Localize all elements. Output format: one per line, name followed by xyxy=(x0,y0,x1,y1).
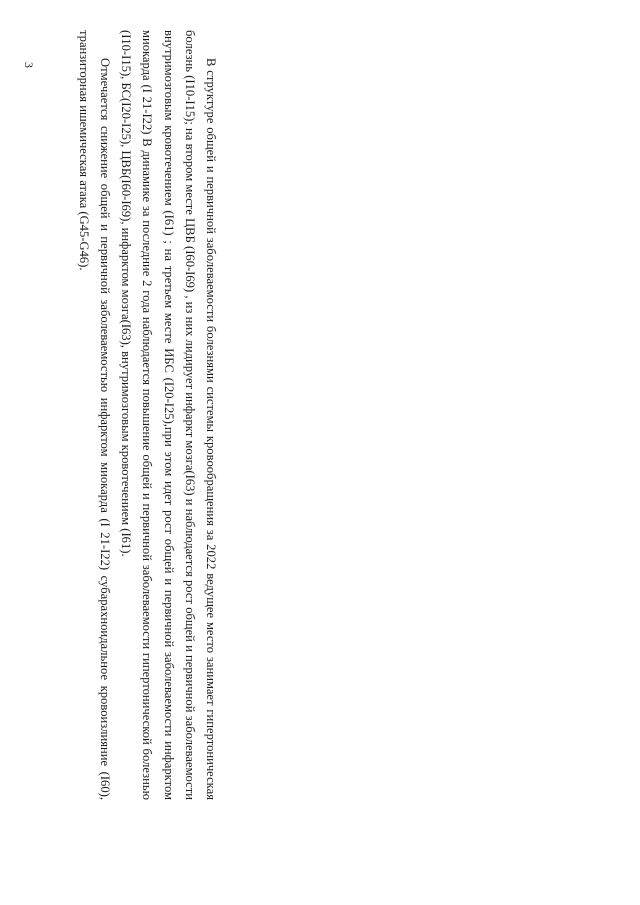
page-number: 3 xyxy=(22,62,36,68)
paragraph-1: В структуре общей и первичной заболеваемости болезнями системы кровообращения за 2022 ведущее место занимает гипертоническая болезнь (I10-I15); на втором месте ЦВБ (I60-I69) , из них лидирует инфаркт мозга(I63) и наблюдается рост общей и первичной заболеваемости внутримозговым кровотечением (I61) ; на третьем месте ИБС (I20-I25),при этом идет рост общей и первичной заболеваемости инфарктом миокарда (I 21-I22) В динамике за последние 2 года наблюдается повышение общей и первичной заболеваемости гипертонической болезнью (I10-I15), БС(I20-I25), ЦВБ(I60-I69), инфарктом мозга(I63), внутримозговым кровотечением (I61). xyxy=(119,30,218,800)
document-body xyxy=(73,30,221,800)
paragraph-2: Отмечается снижение общей и первичной заболеваемостью инфарктом миокарда (I 21-I22) субарахноидальное кровоизлияние (I60), транзиторная ишемическая атака (G45-G46). xyxy=(76,30,112,800)
